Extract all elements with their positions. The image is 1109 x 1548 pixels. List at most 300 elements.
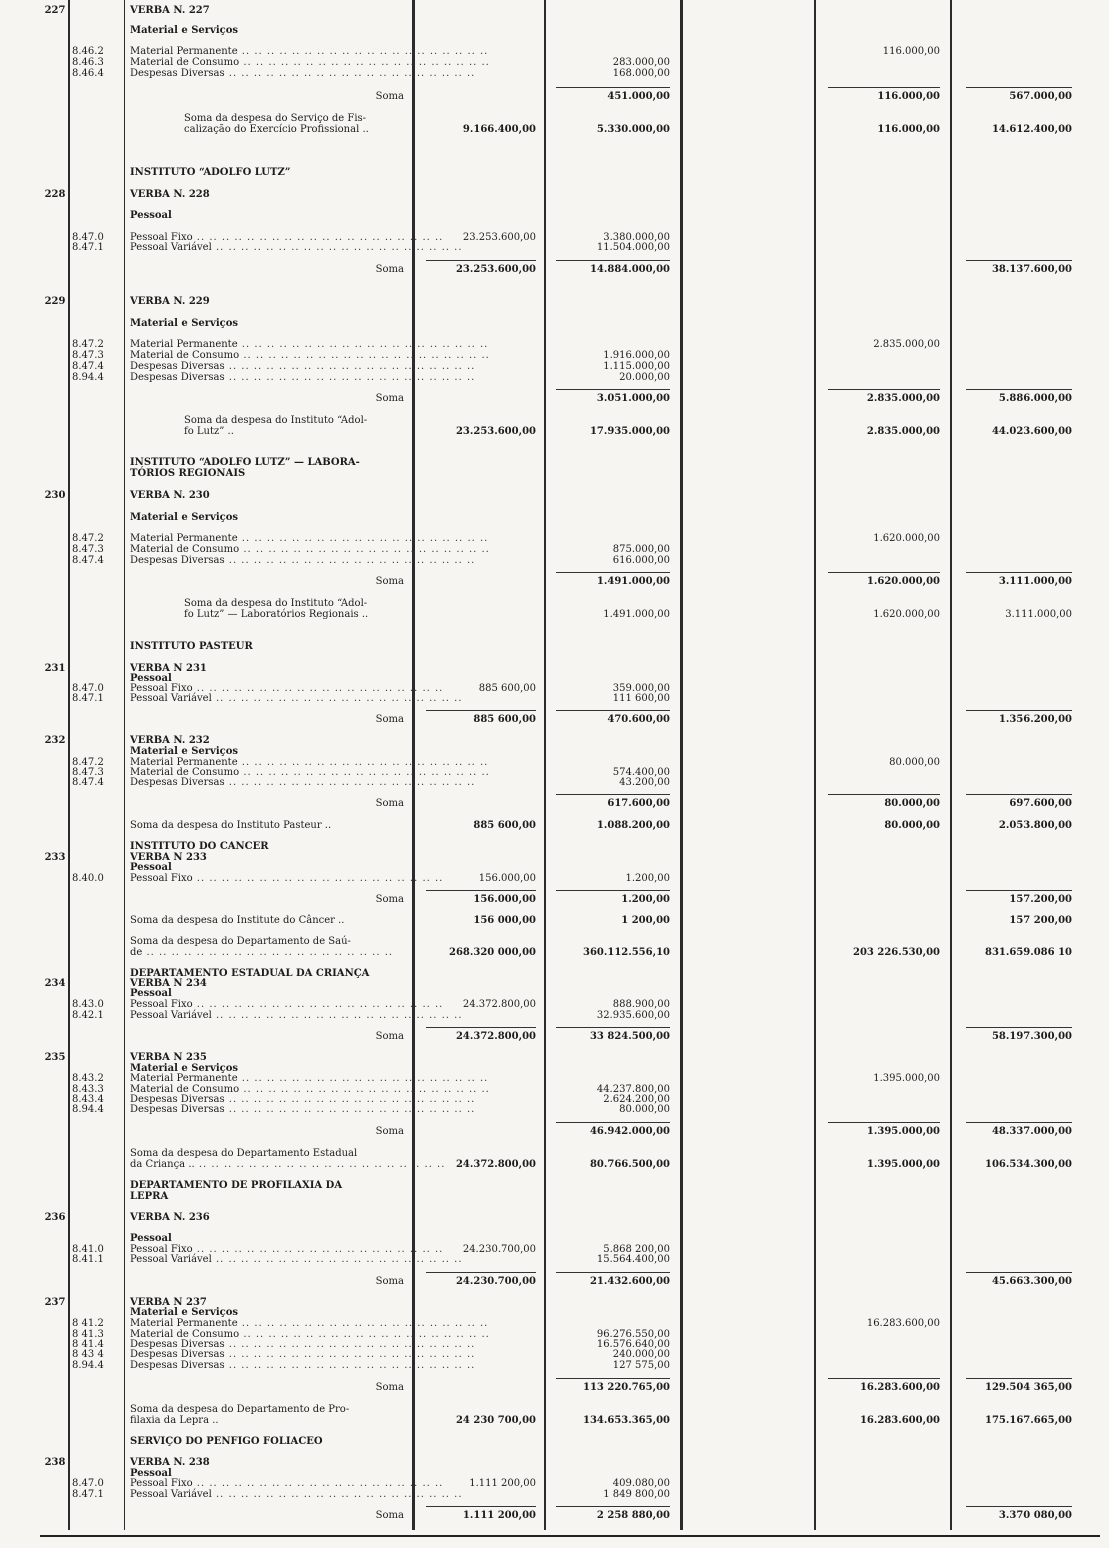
description-text: Pessoal	[130, 1233, 172, 1244]
table-row	[0, 113, 1109, 124]
table-row	[0, 609, 1109, 620]
table-row	[0, 393, 1109, 404]
sum-rule	[828, 572, 940, 573]
amount-c2: 1.088.200,00	[596, 820, 670, 831]
table-row	[0, 693, 1109, 704]
description-text: VERBA N 237	[130, 1297, 207, 1308]
item-description	[130, 915, 408, 926]
amount-c1: 24 230 700,00	[455, 1415, 536, 1426]
table-row	[0, 372, 1109, 383]
amount-c2: 360.112.556,10	[583, 947, 670, 958]
amount-c4: 80.000,00	[884, 820, 940, 831]
sum-rule	[426, 260, 536, 261]
sum-rule	[966, 794, 1072, 795]
item-description	[130, 693, 463, 704]
description-text: TÓRIOS REGIONAIS	[130, 468, 246, 479]
leader-dots: .. .. .. .. .. .. .. .. .. .. .. .. .. .. .. .. .. .. .. ..	[224, 1094, 476, 1105]
amount-c1: 885 600,00	[473, 714, 536, 725]
table-row	[0, 894, 1109, 905]
description-text: Material de Consumo	[130, 350, 240, 361]
amount-c2: 1.491.000,00	[603, 609, 670, 620]
amount-c2: 46.942.000,00	[589, 1126, 670, 1137]
leader-dots: .. .. .. .. .. .. .. .. .. .. .. .. .. .. .. .. .. .. .. ..	[237, 1073, 489, 1084]
item-code: 8.47.1	[72, 1489, 104, 1500]
description-text: Despesas Diversas	[130, 361, 225, 372]
item-description	[130, 296, 408, 307]
description-text: Material Permanente	[130, 1318, 238, 1329]
item-description	[130, 1159, 446, 1170]
sum-rule	[966, 87, 1072, 88]
table-row	[0, 415, 1109, 426]
item-description	[130, 1104, 476, 1115]
amount-c2: 470.600,00	[607, 714, 670, 725]
description-text: Pessoal	[130, 673, 172, 684]
table-row	[0, 947, 1109, 958]
item-description	[130, 533, 489, 544]
item-description	[130, 999, 444, 1010]
description-text: Material e Serviços	[130, 25, 239, 36]
description-text: VERBA N. 236	[130, 1212, 210, 1223]
verba-number: 233	[44, 852, 66, 863]
leader-dots: .. .. .. .. .. .. .. .. .. .. .. .. .. .. .. .. .. .. .. ..	[237, 533, 489, 544]
amount-c2: 2 258 880,00	[596, 1510, 670, 1521]
table-row	[0, 318, 1109, 329]
amount-c1: 268.320 000,00	[449, 947, 536, 958]
amount-c4: 80.000,00	[884, 798, 940, 809]
item-description	[184, 598, 408, 609]
amount-c2: 875.000,00	[612, 544, 670, 555]
item-description	[130, 1191, 408, 1202]
item-code: 8.94.4	[72, 372, 104, 383]
description-text: fo Lutz” — Laboratórios Regionais ..	[184, 609, 369, 620]
leader-dots: .. .. .. .. .. .. .. .. .. .. .. .. .. .. .. .. .. .. .. ..	[224, 361, 476, 372]
leader-dots: .. .. .. .. .. .. .. .. .. .. .. .. .. .. .. .. .. .. .. ..	[224, 555, 476, 566]
item-description	[130, 1436, 408, 1447]
leader-dots: .. .. .. .. .. .. .. .. .. .. .. .. .. .. .. .. .. .. .. ..	[237, 1318, 489, 1329]
sum-rule	[828, 87, 940, 88]
description-text: Material Permanente	[130, 757, 238, 768]
item-description	[130, 46, 489, 57]
item-description	[130, 746, 408, 757]
amount-c1: 156.000,00	[473, 894, 536, 905]
table-row	[0, 999, 1109, 1010]
sum-rule	[966, 1122, 1072, 1123]
description-text: Material e Serviços	[130, 512, 239, 523]
item-code: 8.47.4	[72, 361, 104, 372]
amount-c2: 113 220.765,00	[583, 1382, 670, 1393]
amount-c1: 24.372.800,00	[462, 999, 536, 1010]
description-text: Pessoal Variável	[130, 1010, 212, 1021]
table-row	[0, 457, 1109, 468]
amount-c2: 5.330.000,00	[596, 124, 670, 135]
description-text: filaxia da Lepra ..	[130, 1415, 219, 1426]
item-description	[130, 167, 408, 178]
amount-c2: 574.400,00	[612, 767, 670, 778]
description-text: Despesas Diversas	[130, 1349, 225, 1360]
sum-rule	[556, 1122, 670, 1123]
amount-c5: 697.600,00	[1009, 798, 1072, 809]
sum-rule	[966, 389, 1072, 390]
item-code: 8.40.0	[72, 873, 104, 884]
description-text: Pessoal Fixo	[130, 873, 193, 884]
sum-rule	[966, 1272, 1072, 1273]
amount-c5: 45.663.300,00	[991, 1276, 1072, 1287]
amount-c1: 885 600,00	[473, 820, 536, 831]
item-description	[130, 1349, 476, 1360]
table-row	[0, 533, 1109, 544]
item-code: 8.43.3	[72, 1084, 104, 1095]
amount-c4: 16.283.600,00	[859, 1382, 940, 1393]
amount-c2: 5.868 200,00	[603, 1244, 670, 1255]
table-row	[0, 468, 1109, 479]
amount-c4: 2.835.000,00	[866, 426, 940, 437]
table-row	[0, 25, 1109, 36]
table-row	[0, 57, 1109, 68]
item-code: 8.43.0	[72, 999, 104, 1010]
item-code: 8 41.4	[72, 1339, 104, 1350]
amount-c1: 23.253.600,00	[455, 264, 536, 275]
item-description	[130, 1148, 408, 1159]
sum-rule	[426, 1506, 536, 1507]
table-row	[0, 1180, 1109, 1191]
sum-rule	[828, 794, 940, 795]
item-description	[130, 641, 408, 652]
soma-label: Soma	[375, 91, 404, 102]
amount-c2: 409.080,00	[612, 1478, 670, 1489]
table-row	[0, 339, 1109, 350]
description-text: VERBA N 231	[130, 663, 207, 674]
leader-dots: .. .. .. .. .. .. .. .. .. .. .. .. .. .. .. .. .. .. .. ..	[211, 1010, 463, 1021]
table-row	[0, 714, 1109, 725]
amount-c5: 5.886.000,00	[998, 393, 1072, 404]
item-description	[130, 350, 490, 361]
soma-label: Soma	[375, 576, 404, 587]
description-text: VERBA N. 232	[130, 735, 210, 746]
description-text: VERBA N. 238	[130, 1457, 210, 1468]
sum-rule	[556, 890, 670, 891]
item-code: 8.47.2	[72, 339, 104, 350]
table-row	[0, 46, 1109, 57]
amount-c1: 23.253.600,00	[462, 232, 536, 243]
verba-number: 229	[44, 296, 66, 307]
description-text: Material e Serviços	[130, 318, 239, 329]
sum-rule	[966, 1506, 1072, 1507]
item-description	[130, 1360, 476, 1371]
table-row	[0, 1191, 1109, 1202]
amount-c2: 1.916.000,00	[603, 350, 670, 361]
description-text: Pessoal Fixo	[130, 1478, 193, 1489]
table-row	[0, 1104, 1109, 1115]
leader-dots: .. .. .. .. .. .. .. .. .. .. .. .. .. .. .. .. .. .. .. ..	[211, 1254, 463, 1265]
item-description	[130, 512, 408, 523]
amount-c5: 567.000,00	[1009, 91, 1072, 102]
amount-c4: 16.283.600,00	[866, 1318, 940, 1329]
item-code: 8.47.3	[72, 767, 104, 778]
item-description	[130, 735, 408, 746]
sum-rule	[556, 87, 670, 88]
item-code: 8.47.1	[72, 242, 104, 253]
amount-c2: 617.600,00	[607, 798, 670, 809]
item-description	[184, 124, 408, 135]
table-row	[0, 862, 1109, 873]
description-text: Pessoal Variável	[130, 1489, 212, 1500]
amount-c2: 111 600,00	[612, 693, 670, 704]
amount-c2: 21.432.600,00	[589, 1276, 670, 1287]
leader-dots: .. .. .. .. .. .. .. .. .. .. .. .. .. .. .. .. .. .. .. ..	[239, 544, 490, 555]
leader-dots: .. .. .. .. .. .. .. .. .. .. .. .. .. .. .. .. .. .. .. ..	[224, 68, 476, 79]
description-text: Soma da despesa do Departamento de Saú-	[130, 936, 351, 947]
sum-rule	[556, 1378, 670, 1379]
table-row	[0, 264, 1109, 275]
amount-c5: 129.504 365,00	[985, 1382, 1072, 1393]
amount-c2: 14.884.000,00	[589, 264, 670, 275]
description-text: Pessoal	[130, 862, 172, 873]
leader-dots: .. .. .. .. .. .. .. .. .. .. .. .. .. .. .. .. .. .. .. ..	[224, 1360, 476, 1371]
item-code: 8.47.3	[72, 544, 104, 555]
item-code: 8 43 4	[72, 1349, 104, 1360]
amount-c2: 15.564.400,00	[596, 1254, 670, 1265]
description-text: INSTITUTO DO CANCER	[130, 841, 269, 852]
amount-c1: 885 600,00	[478, 683, 536, 694]
amount-c1: 1.111 200,00	[462, 1510, 536, 1521]
leader-dots: .. .. .. .. .. .. .. .. .. .. .. .. .. .. .. .. .. .. .. ..	[239, 57, 490, 68]
description-text: Despesas Diversas	[130, 1339, 225, 1350]
verba-number: 234	[44, 978, 66, 989]
leader-dots: .. .. .. .. .. .. .. .. .. .. .. .. .. .. .. .. .. .. .. ..	[237, 46, 489, 57]
description-text: Soma da despesa do Instituto Pasteur ..	[130, 820, 332, 831]
amount-c2: 3.051.000,00	[596, 393, 670, 404]
description-text: Material de Consumo	[130, 1329, 240, 1340]
leader-dots: .. .. .. .. .. .. .. .. .. .. .. .. .. .. .. .. .. .. .. ..	[224, 372, 476, 383]
table-row	[0, 777, 1109, 788]
amount-c2: 1.491.000,00	[596, 576, 670, 587]
item-description	[130, 936, 408, 947]
description-text: Material Permanente	[130, 46, 238, 57]
soma-label: Soma	[375, 714, 404, 725]
item-code: 8.47.3	[72, 350, 104, 361]
table-row	[0, 841, 1109, 852]
description-text: Soma da despesa do Instituto “Adol-	[184, 598, 368, 609]
item-description	[130, 947, 408, 958]
amount-c4: 1.395.000,00	[873, 1073, 940, 1084]
sum-rule	[828, 1122, 940, 1123]
table-row	[0, 1126, 1109, 1137]
amount-c5: 3.111.000,00	[1005, 609, 1072, 620]
amount-c5: 106.534.300,00	[985, 1159, 1072, 1170]
amount-c2: 1 849 800,00	[603, 1489, 670, 1500]
item-description	[130, 1457, 408, 1468]
description-text: Pessoal	[130, 210, 172, 221]
description-text: Material Permanente	[130, 533, 238, 544]
sum-rule	[966, 710, 1072, 711]
sum-rule	[828, 389, 940, 390]
description-text: VERBA N. 230	[130, 490, 210, 501]
amount-c2: 1.200,00	[621, 894, 670, 905]
item-description	[130, 57, 490, 68]
description-text: Material de Consumo	[130, 57, 240, 68]
sum-rule	[556, 710, 670, 711]
item-description	[130, 1180, 408, 1191]
soma-label: Soma	[375, 393, 404, 404]
amount-c2: 3.380.000,00	[603, 232, 670, 243]
leader-dots: .. .. .. .. .. .. .. .. .. .. .. .. .. .. .. .. .. .. .. ..	[239, 767, 490, 778]
table-row	[0, 1510, 1109, 1521]
amount-c5: 831.659.086 10	[985, 947, 1072, 958]
amount-c4: 1.620.000,00	[873, 609, 940, 620]
description-text: Despesas Diversas	[130, 372, 225, 383]
table-row	[0, 746, 1109, 757]
amount-c2: 20.000,00	[619, 372, 670, 383]
amount-c4: 2.835.000,00	[866, 393, 940, 404]
item-description	[130, 5, 408, 16]
table-row	[0, 512, 1109, 523]
item-code: 8.43.2	[72, 1073, 104, 1084]
sum-rule	[426, 890, 536, 891]
description-text: Despesas Diversas	[130, 1094, 225, 1105]
description-text: DEPARTAMENTO ESTADUAL DA CRIANÇA	[130, 968, 370, 979]
description-text: Material de Consumo	[130, 544, 240, 555]
description-text: VERBA N. 229	[130, 296, 210, 307]
bottom-rule	[40, 1535, 1100, 1537]
amount-c1: 1.111 200,00	[469, 1478, 536, 1489]
description-text: de	[130, 947, 143, 958]
sum-rule	[556, 794, 670, 795]
leader-dots: .. .. .. .. .. .. .. .. .. .. .. .. .. .. .. .. .. .. .. ..	[211, 1489, 463, 1500]
sum-rule	[966, 1027, 1072, 1028]
amount-c5: 3.111.000,00	[998, 576, 1072, 587]
item-description	[130, 1415, 408, 1426]
table-row	[0, 1010, 1109, 1021]
item-description	[130, 862, 408, 873]
description-text: Material e Serviços	[130, 1307, 239, 1318]
item-code: 8.46.2	[72, 46, 104, 57]
item-description	[130, 544, 490, 555]
table-row	[0, 1415, 1109, 1426]
description-text: Soma da despesa do Instituto “Adol-	[184, 415, 368, 426]
amount-c2: 2.624.200,00	[603, 1094, 670, 1105]
amount-c5: 1.356.200,00	[998, 714, 1072, 725]
item-description	[130, 841, 408, 852]
description-text: Pessoal	[130, 1468, 172, 1479]
amount-c4: 80.000,00	[889, 757, 940, 768]
amount-c1: 156 000,00	[473, 915, 536, 926]
table-row	[0, 1052, 1109, 1063]
item-description	[130, 1478, 444, 1489]
amount-c2: 11.504.000,00	[596, 242, 670, 253]
table-row	[0, 167, 1109, 178]
table-row	[0, 91, 1109, 102]
leader-dots: .. .. .. .. .. .. .. .. .. .. .. .. .. .. .. .. .. .. .. ..	[211, 242, 463, 253]
item-description	[130, 1307, 408, 1318]
amount-c4: 1.395.000,00	[866, 1159, 940, 1170]
item-description	[184, 426, 408, 437]
item-description	[130, 372, 476, 383]
leader-dots: .. .. .. .. .. .. .. .. .. .. .. .. .. .. .. .. .. .. .. ..	[192, 873, 444, 884]
amount-c2: 33 824.500,00	[589, 1031, 670, 1042]
sum-rule	[426, 710, 536, 711]
description-text: VERBA N 234	[130, 978, 207, 989]
sum-rule	[556, 572, 670, 573]
item-code: 8.47.4	[72, 777, 104, 788]
item-code: 8.94.4	[72, 1360, 104, 1371]
amount-c2: 127 575,00	[612, 1360, 670, 1371]
description-text: Material Permanente	[130, 339, 238, 350]
table-row	[0, 915, 1109, 926]
item-code: 8 41.3	[72, 1329, 104, 1340]
amount-c1: 9.166.400,00	[462, 124, 536, 135]
soma-label: Soma	[375, 894, 404, 905]
soma-label: Soma	[375, 1276, 404, 1287]
table-row	[0, 1307, 1109, 1318]
table-row	[0, 490, 1109, 501]
table-row	[0, 641, 1109, 652]
item-code: 8.47.4	[72, 555, 104, 566]
item-description	[130, 25, 408, 36]
verba-number: 230	[44, 490, 66, 501]
item-description	[130, 1010, 463, 1021]
amount-c2: 43.200,00	[619, 777, 670, 788]
table-row	[0, 1478, 1109, 1489]
amount-c4: 16.283.600,00	[859, 1415, 940, 1426]
item-description	[130, 873, 444, 884]
amount-c5: 2.053.800,00	[998, 820, 1072, 831]
table-row	[0, 820, 1109, 831]
item-description	[130, 555, 476, 566]
amount-c5: 48.337.000,00	[991, 1126, 1072, 1137]
description-text: Pessoal Fixo	[130, 999, 193, 1010]
item-code: 8.47.2	[72, 533, 104, 544]
item-code: 8 41.2	[72, 1318, 104, 1329]
amount-c2: 1 200,00	[621, 915, 670, 926]
amount-c5: 157.200,00	[1009, 894, 1072, 905]
item-description	[130, 361, 476, 372]
table-row	[0, 873, 1109, 884]
item-description	[130, 457, 408, 468]
item-description	[130, 318, 408, 329]
leader-dots: .. .. .. .. .. .. .. .. .. .. .. .. .. .. .. .. .. .. .. ..	[192, 232, 444, 243]
leader-dots: .. .. .. .. .. .. .. .. .. .. .. .. .. .. .. .. .. .. .. ..	[194, 1159, 446, 1170]
item-description	[130, 468, 408, 479]
amount-c5: 3.370 080,00	[998, 1510, 1072, 1521]
leader-dots: .. .. .. .. .. .. .. .. .. .. .. .. .. .. .. .. .. .. .. ..	[239, 1084, 490, 1095]
item-code: 8.47.2	[72, 757, 104, 768]
item-code: 8.47.0	[72, 232, 104, 243]
description-text: Material de Consumo	[130, 767, 240, 778]
verba-number: 232	[44, 735, 66, 746]
leader-dots: .. .. .. .. .. .. .. .. .. .. .. .. .. .. .. .. .. .. .. ..	[224, 777, 476, 788]
amount-c2: 359.000,00	[612, 683, 670, 694]
leader-dots: .. .. .. .. .. .. .. .. .. .. .. .. .. .. .. .. .. .. .. ..	[239, 350, 490, 361]
item-description	[130, 189, 408, 200]
amount-c1: 24.230.700,00	[455, 1276, 536, 1287]
table-row	[0, 1212, 1109, 1223]
amount-c4: 203 226.530,00	[853, 947, 940, 958]
description-text: Despesas Diversas	[130, 1360, 225, 1371]
description-text: da Criança ..	[130, 1159, 195, 1170]
soma-label: Soma	[375, 1031, 404, 1042]
table-row	[0, 1254, 1109, 1265]
amount-c5: 157 200,00	[1009, 915, 1072, 926]
description-text: Pessoal Variável	[130, 1254, 212, 1265]
amount-c2: 32.935.600,00	[596, 1010, 670, 1021]
item-description	[130, 777, 476, 788]
amount-c2: 240.000,00	[612, 1349, 670, 1360]
description-text: Pessoal Fixo	[130, 1244, 193, 1255]
amount-c2: 80.000,00	[619, 1104, 670, 1115]
table-row	[0, 296, 1109, 307]
amount-c2: 134.653.365,00	[583, 1415, 670, 1426]
leader-dots: .. .. .. .. .. .. .. .. .. .. .. .. .. .. .. .. .. .. .. ..	[239, 1329, 490, 1340]
